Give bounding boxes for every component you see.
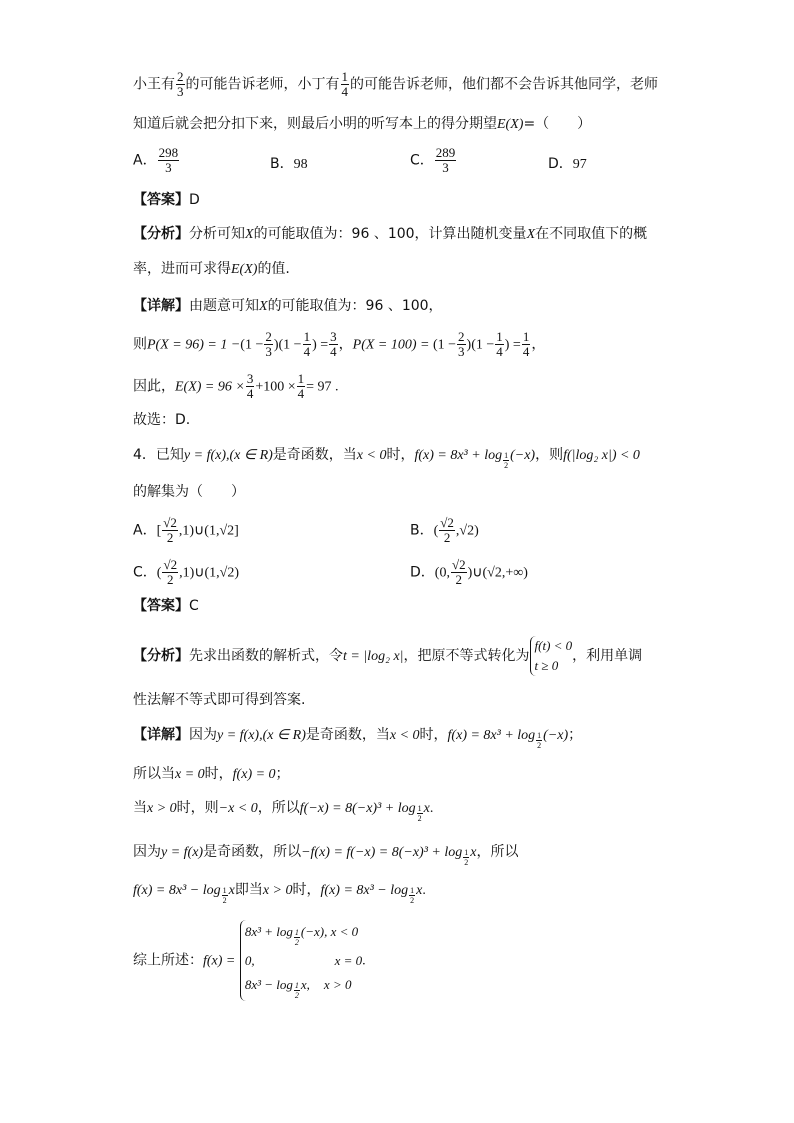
q4-detail-4 [133, 842, 518, 868]
text: ，利用单调 [572, 648, 643, 664]
q4-option-d [410, 558, 528, 587]
text: 是奇函数，当 [272, 447, 357, 463]
math: E(X) [231, 262, 258, 277]
q4-option-c [133, 558, 239, 587]
text: 故选：D. [133, 412, 191, 428]
piece-1: 8x³ + log $_{\frac{1}{2}}$ (−x), x < 0 [244, 924, 359, 948]
math: )(1 − [273, 337, 302, 353]
option-label: C． [410, 152, 434, 169]
option-value: ( [156, 565, 162, 581]
text: 的可能取值为：96 、100， [267, 298, 443, 314]
text: ， [531, 336, 546, 353]
option-label: A． [133, 522, 157, 539]
text: 即当 [234, 882, 263, 898]
text: 时， [292, 882, 321, 898]
text: 时， [204, 766, 233, 782]
text: 则 [133, 336, 147, 353]
math: (1 − [429, 337, 457, 353]
text: 是奇函数，所以 [203, 844, 302, 860]
math: x < 0 [356, 448, 387, 463]
text: 因此， [133, 378, 175, 395]
fraction: $\frac{3}{4}$ [246, 371, 254, 401]
math: +100 × [255, 379, 296, 395]
math: f(x) = 0 [232, 767, 276, 782]
piece-3: 8x³ − log $_{\frac{1}{2}}$ x, x > 0 [244, 976, 352, 1000]
q3-detail-3 [133, 372, 339, 401]
q3-line-2 [133, 114, 591, 135]
text: 时， [386, 447, 415, 463]
fraction: $\frac{√2}{2}$ [163, 515, 177, 545]
option-value: $\frac{298}{3}$ [158, 145, 179, 175]
text: 的可能告诉老师，小丁有 [185, 76, 340, 93]
math: f(|log₂ x|) < 0 [563, 448, 640, 463]
text: 性法解不等式即可得到答案. [133, 692, 306, 708]
option-label: B． [410, 522, 434, 539]
math: x > 0 [262, 883, 293, 898]
text: 4．已知 [133, 447, 184, 463]
text: 当 [133, 800, 147, 816]
q3-detail-2 [133, 330, 545, 359]
math: y = f(x),(x ∈ R) [217, 728, 306, 743]
math: x [423, 801, 430, 816]
text: 的可能取值为：96 、100，计算出随机变量 [253, 226, 527, 242]
q4-detail-3 [133, 798, 433, 824]
text: 综上所述： [133, 952, 203, 969]
text: 的可能告诉老师，他们都不会告诉其他同学，老师 [350, 76, 658, 93]
q4-option-a [133, 516, 239, 545]
text: 所以当 [133, 766, 175, 782]
detail-tag: 【详解】 [133, 298, 189, 314]
fraction: $\frac{1}{4}$ [496, 329, 503, 359]
answer-tag: 【答案】 [133, 598, 189, 614]
q3-analysis-2 [133, 259, 290, 280]
text: ， [338, 336, 353, 353]
text: 时， [419, 727, 448, 743]
q4-answer [133, 596, 199, 616]
log-base: 1 2 [504, 451, 509, 471]
q4-summary [133, 920, 366, 1002]
q4-detail-5 [133, 880, 426, 906]
log-base: 1 2 [222, 885, 227, 905]
q3-answer [133, 190, 200, 210]
math: P(X = 100) = [352, 337, 430, 353]
q3-option-a [133, 146, 180, 175]
log-base: 1 2 [417, 803, 422, 823]
q3-detail-1 [133, 296, 443, 317]
option-label: D． [548, 156, 573, 172]
math: f(x) = 8x³ − log [133, 883, 221, 898]
math: (1 − [240, 337, 264, 353]
q4-detail-1 [133, 725, 582, 751]
fraction: $\frac{√2}{2}$ [440, 515, 454, 545]
option-value: )∪(√2,+∞) [467, 565, 528, 581]
math: x < 0 [389, 728, 420, 743]
q4-detail-2 [133, 764, 290, 785]
answer-tag: 【答案】 [133, 192, 189, 208]
math: E(X) = 96 × [175, 379, 245, 395]
fraction: $\frac{√2}{2}$ [163, 557, 178, 587]
text: 知道后就会把分扣下来，则最后小明的听写本上的得分期望 [133, 116, 497, 132]
text: 先求出函数的解析式，令 [189, 648, 343, 664]
math: x [228, 883, 235, 898]
option-label: B． [270, 156, 294, 172]
math: x [470, 845, 477, 860]
math: )(1 − [466, 337, 495, 353]
math: X [245, 227, 254, 242]
text: 小王有 [133, 76, 175, 93]
text: . [362, 953, 366, 969]
math: (−x) [510, 448, 536, 463]
math: X [259, 299, 268, 314]
text: ，则 [535, 447, 564, 463]
log-base: 1 2 [410, 885, 415, 905]
option-value: ,√2) [455, 523, 479, 539]
math: y = f(x),(x ∈ R) [183, 448, 273, 463]
text: . [429, 801, 434, 816]
fraction: $\frac{2}{3}$ [265, 329, 272, 359]
option-label: C． [133, 564, 157, 581]
math: f(x) = 8x³ + log [414, 448, 503, 463]
fraction-one-quarter: $\frac{1}{4}$ [341, 69, 348, 99]
text: 时，则 [176, 800, 219, 816]
math: P(X = 96) = 1 − [147, 337, 241, 353]
text: ，把原不等式转化为 [403, 648, 530, 664]
option-value: [ [156, 523, 162, 539]
math: (−x) [543, 728, 569, 743]
text: 由题意可知 [189, 298, 259, 314]
option-value: ( [433, 523, 439, 539]
answer-value: D [189, 192, 200, 208]
analysis-tag: 【分析】 [133, 648, 189, 664]
q3-option-c [410, 146, 457, 175]
q4-stem-2 [133, 482, 245, 502]
piece-2: 0, x = 0 [244, 952, 363, 968]
q4-analysis-2 [133, 690, 305, 710]
fraction: $\frac{1}{4}$ [522, 329, 530, 359]
text: 因为 [189, 727, 217, 743]
math: E(X) [497, 117, 524, 132]
q3-option-d [548, 154, 587, 175]
q3-analysis-1 [133, 224, 647, 245]
text: 因为 [133, 844, 161, 860]
fraction: $\frac{2}{3}$ [458, 329, 465, 359]
text: 在不同取值下的概 [535, 226, 648, 242]
text: ； [568, 727, 583, 743]
q4-analysis-1 [133, 636, 642, 677]
log-base: 1 2 [464, 847, 469, 867]
math: x [416, 883, 423, 898]
option-value: (0, [434, 565, 450, 581]
option-value: ,1)∪(1,√2] [178, 523, 239, 539]
q4-stem-1 [133, 445, 640, 470]
piecewise-function [240, 920, 362, 1001]
text: 是奇函数，当 [305, 727, 390, 743]
q4-option-b [410, 516, 479, 545]
answer-value: C [189, 598, 199, 614]
math: −x < 0 [218, 801, 258, 816]
option-value: $\frac{289}{3}$ [435, 145, 456, 175]
math: X [526, 227, 536, 242]
text: ； [275, 766, 290, 782]
fraction-two-thirds: $\frac{2}{3}$ [177, 69, 184, 99]
fraction: $\frac{√2}{2}$ [451, 557, 466, 587]
option-value: 98 [293, 157, 308, 172]
option-value: 97 [572, 157, 587, 172]
option-value: ,1)∪(1,√2) [179, 565, 240, 581]
text: ，所以 [257, 800, 300, 816]
math: y = f(x) [161, 845, 204, 860]
text: 的解集为（ ） [133, 484, 245, 500]
option-label: D． [410, 564, 435, 581]
math: x = 0 [175, 767, 205, 782]
math: f(x) = [203, 953, 236, 969]
math: f(−x) = 8(−x)³ + log [299, 801, 416, 816]
text: ，所以 [476, 844, 519, 860]
text: 的值. [257, 261, 290, 277]
fraction: $\frac{3}{4}$ [330, 329, 337, 359]
option-label: A． [133, 152, 157, 169]
q3-conclusion [133, 410, 190, 430]
text: =（ ） [523, 116, 592, 132]
text: . [422, 883, 426, 898]
q3-option-b [270, 154, 308, 175]
math: ) = [312, 337, 329, 353]
math: f(x) = 8x³ + log [447, 728, 536, 743]
math: = 97 . [306, 379, 339, 395]
fraction: $\frac{1}{4}$ [297, 371, 305, 401]
inequality-system: f(t) < 0 t ≥ 0 [530, 636, 573, 676]
math: −f(x) = f(−x) = 8(−x)³ + log [301, 845, 463, 860]
math: ) = [504, 337, 521, 353]
log-base: 1 2 [537, 730, 542, 750]
analysis-tag: 【分析】 [133, 226, 189, 242]
math: x > 0 [147, 801, 177, 816]
text: 分析可知 [189, 226, 245, 242]
q3-line-1 [133, 70, 658, 99]
detail-tag: 【详解】 [133, 727, 189, 743]
math: t = |log₂ x| [343, 649, 404, 664]
text: 率，进而可求得 [133, 261, 231, 277]
math: f(x) = 8x³ − log [320, 883, 409, 898]
fraction: $\frac{1}{4}$ [303, 329, 311, 359]
